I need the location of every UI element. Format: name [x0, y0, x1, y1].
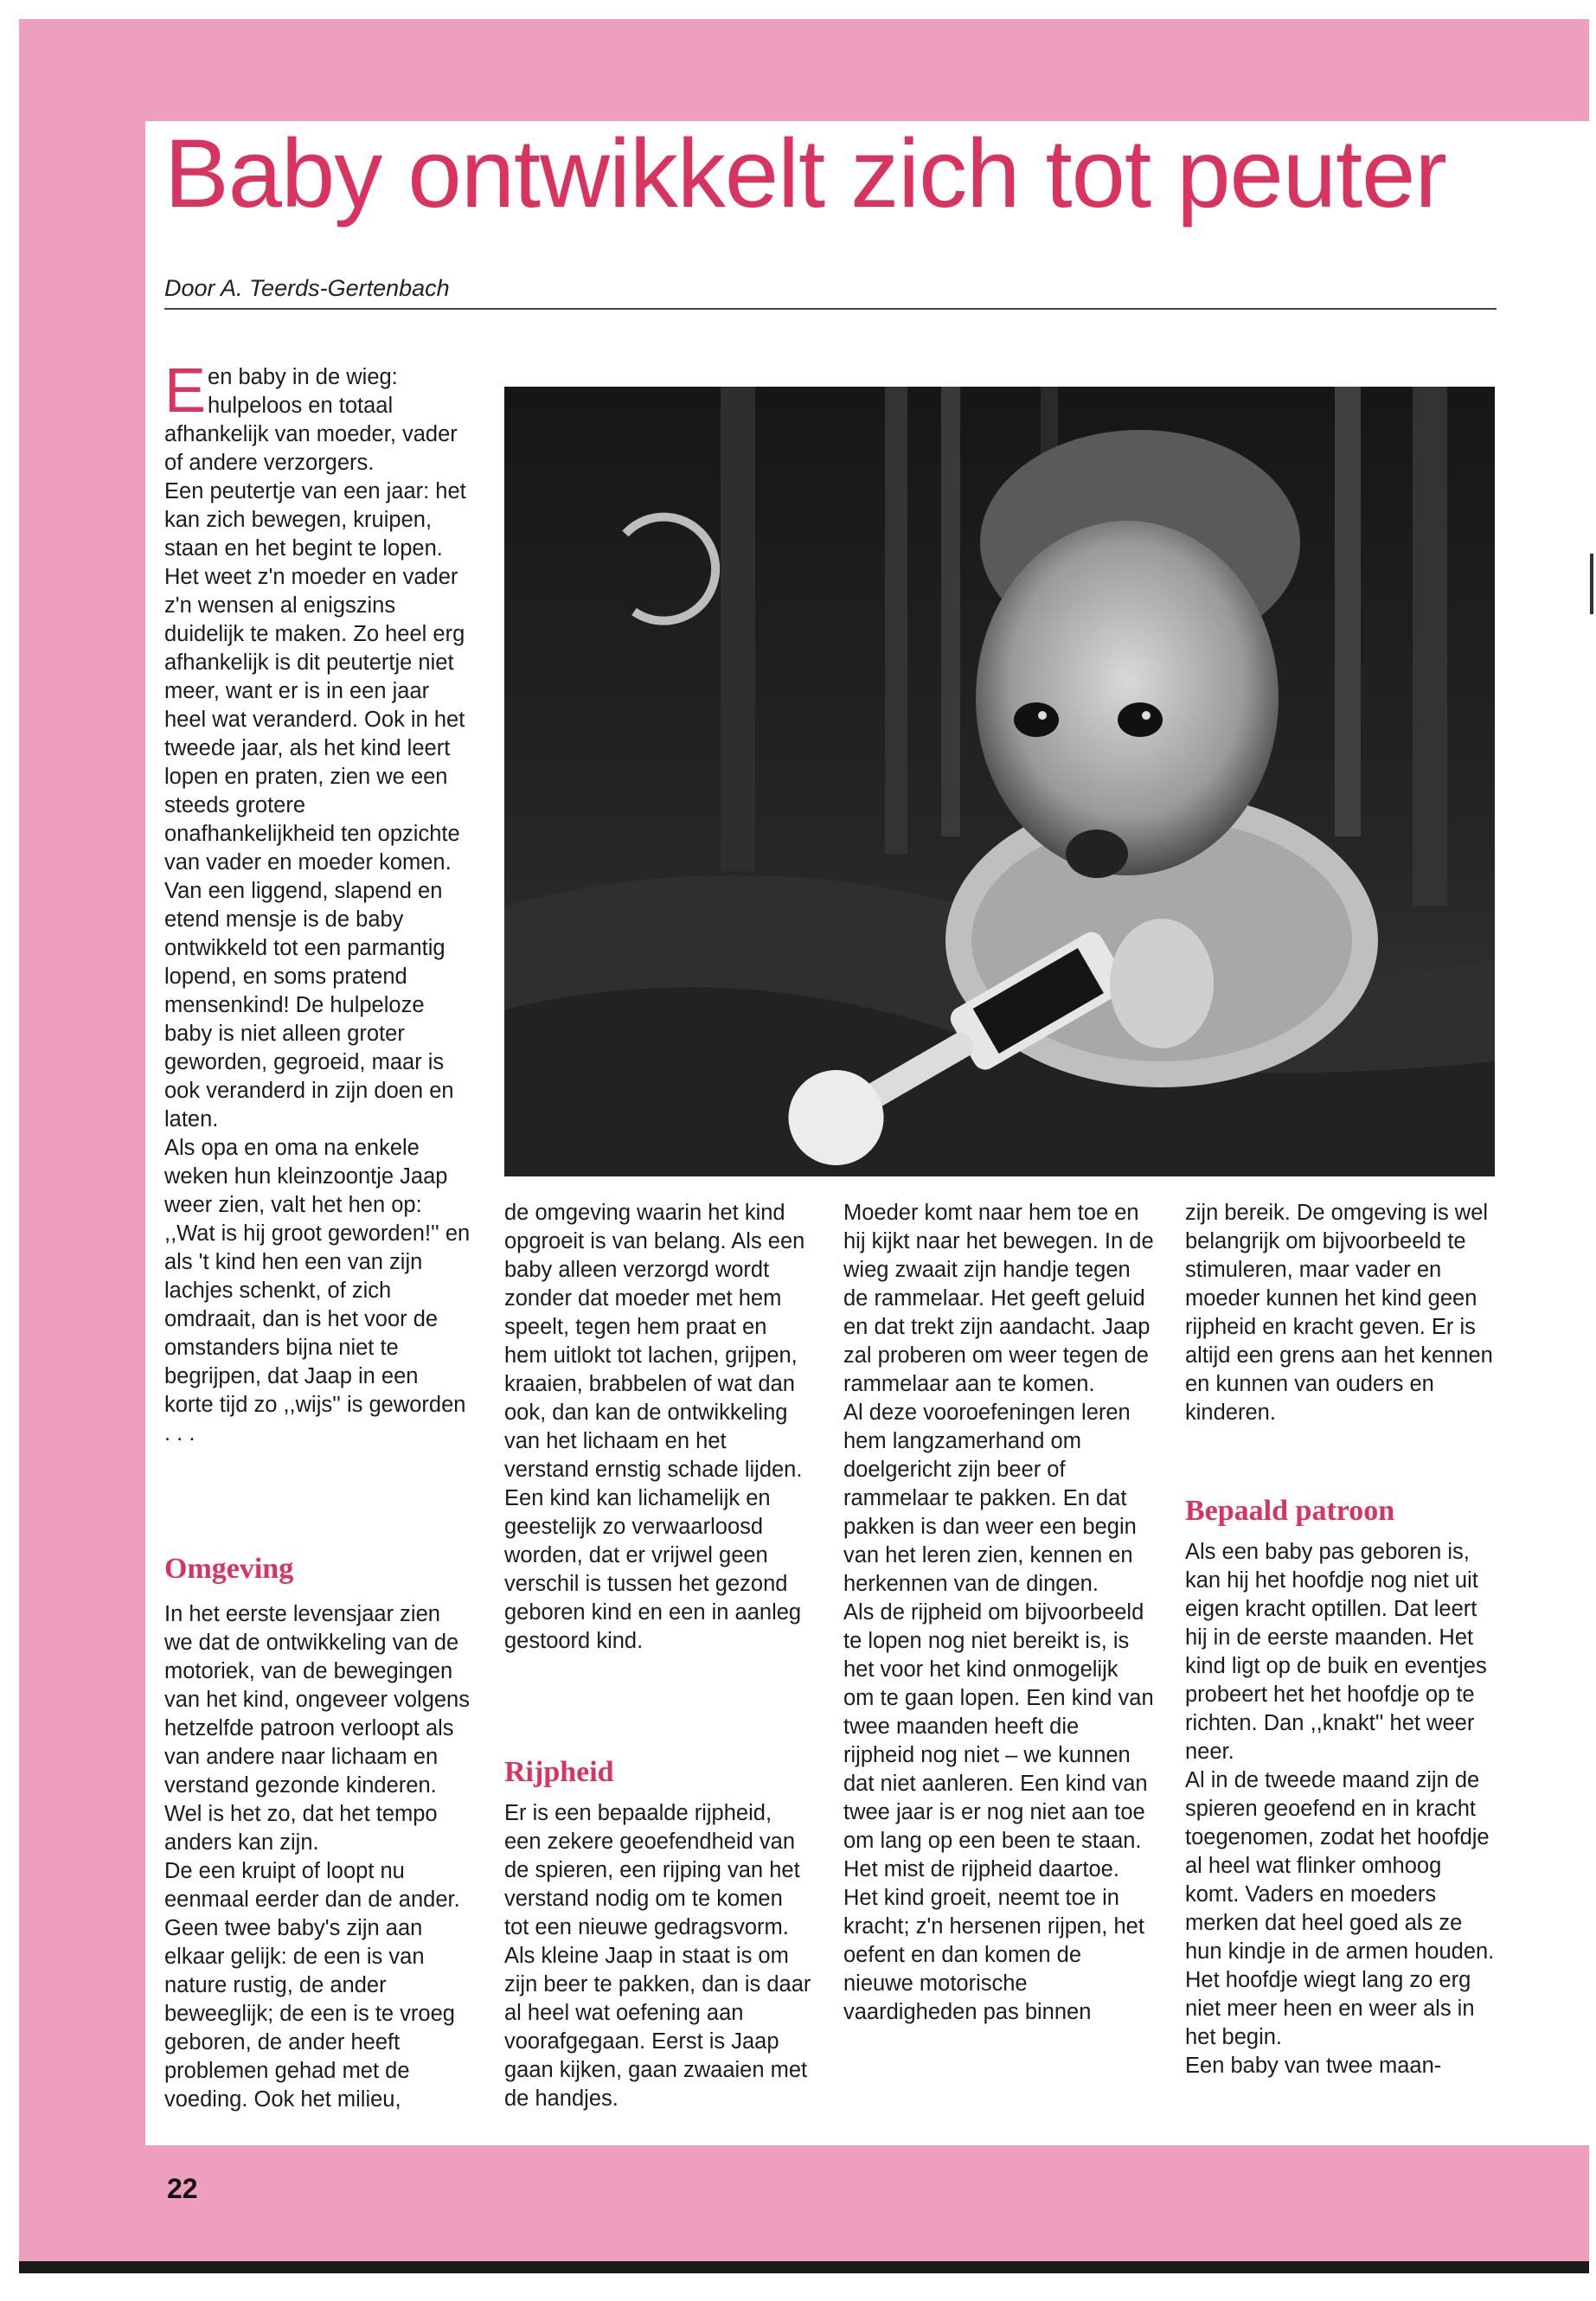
heading-omgeving: Omgeving	[164, 1553, 294, 1585]
intro-paragraph-2: Een peutertje van een jaar: het kan zich bewegen, kruipen, staan en het begint te lopen. Het weet z'n moeder en vader z'n wensen al enigszins duidelijk te maken. Zo heel erg afhankelijk is dit peutertje niet meer, want er is in een jaar heel wat veranderd. Ook in het tweede jaar, als het kind leert lopen en praten, zien we een steeds grotere onafhankelijkheid ten opzichte van vader en moeder komen.	[164, 479, 466, 875]
byline: Door A. Teerds-Gertenbach	[164, 275, 450, 301]
column-3	[843, 1199, 1155, 2027]
heading-rijpheid: Rijpheid	[504, 1756, 614, 1788]
col3-paragraph-1: Moeder komt naar hem toe en hij kijkt naar het bewegen. In de wieg zwaait zijn handje tegen de rammelaar. Het geeft geluid en dat trekt zijn aandacht. Jaap zal proberen om weer tegen de rammelaar aan te komen.	[843, 1201, 1154, 1396]
column-1-omgeving	[164, 1600, 471, 2114]
baby-photo-illustration	[504, 387, 1495, 1176]
col3-paragraph-4: Het kind groeit, neemt toe in kracht; z'n hersenen rijpen, het oefent en dan komen de nieuwe motorische vaardigheden pas binnen	[843, 1886, 1144, 2024]
omgeving-paragraph-2: De een kruipt of loopt nu eenmaal eerder dan de ander. Geen twee baby's zijn aan elkaar gelijk: de een is van nature rustig, de ander beweeglijk; de een is te vroeg geboren, de ander heeft problemen gehad met de voeding. Ook het milieu,	[164, 1859, 460, 2112]
column-1-intro	[164, 356, 471, 1448]
intro-first-text: en baby in de wieg: hulpeloos en totaal afhankelijk van moeder, vader of andere verzorgers.	[164, 365, 458, 475]
intro-paragraph-3: Van een liggend, slapend en etend mensje is de baby ontwikkeld tot een parmantig lopend, en soms pratend mensenkind! De hulpeloze baby is niet alleen groter geworden, gegroeid, maar is ook veranderd in zijn doen en laten.	[164, 879, 454, 1131]
title-rule	[164, 308, 1497, 310]
column-4-patroon	[1185, 1538, 1497, 2080]
patroon-paragraph-2: Al in de tweede maand zijn de spieren geoefend en in kracht toegenomen, zodat het hoofdje al heel wat flinker omhoog komt. Vaders en moeders merken dat heel goed als ze hun kindje in de armen houden. Het hoofdje wiegt lang zo erg niet meer heen en weer als in het begin.	[1185, 1768, 1495, 2049]
baby-photo	[504, 387, 1495, 1176]
omgeving-paragraph-1: In het eerste levensjaar zien we dat de ontwikkeling van de motoriek, van de bewegingen van het kind, ongeveer volgens hetzelfde patroon verloopt als van andere naar lichaam en verstand gezonde kinderen. Wel is het zo, dat het tempo anders kan zijn.	[164, 1602, 470, 1855]
patroon-paragraph-3: Een baby van twee maan-	[1185, 2054, 1442, 2078]
top-margin	[0, 0, 1596, 19]
col2-paragraph-1: de omgeving waarin het kind opgroeit is van belang. Als een baby alleen verzorgd wordt zonder dat moeder met hem speelt, tegen hem praat en hem uitlokt tot lachen, grijpen, kraaien, brabbelen of wat dan ook, dan kan de ontwikkeling van het lichaam en het verstand ernstig schade lijden. Een kind kan lichamelijk en geestelijk zo verwaarloosd worden, dat er vrijwel geen verschil is tussen het gezond geboren kind en een in aanleg gestoord kind.	[504, 1201, 805, 1653]
scan-edge-mark	[1590, 554, 1593, 614]
bottom-scan-edge	[19, 2261, 1589, 2273]
col3-paragraph-3: Als de rijpheid om bijvoorbeeld te lopen nog niet bereikt is, is het voor het kind onmogelijk om te gaan lopen. Een kind van twee maanden heeft die rijpheid nog niet – we kunnen dat niet aanleren. Een kind van twee jaar is er nog niet aan toe om lang op een been te staan. Het mist de rijpheid daartoe.	[843, 1600, 1154, 1881]
column-2	[504, 1199, 811, 1656]
rijpheid-paragraph-1: Er is een bepaalde rijpheid, een zekere geoefendheid van de spieren, een rijping van het verstand nodig om te komen tot een nieuwe gedragsvorm. Als kleine Jaap in staat is om zijn beer te pakken, dan is daar al heel wat oefening aan voorafgegaan. Eerst is Jaap gaan kijken, gaan zwaaien met de handjes.	[504, 1801, 811, 2111]
intro-paragraph-1	[164, 356, 471, 478]
column-2-rijpheid	[504, 1799, 811, 2113]
col4-paragraph-1: zijn bereik. De omgeving is wel belangrijk om bijvoorbeeld te stimuleren, maar vader en moeder kunnen het kind geen rijpheid en kracht geven. Er is altijd een grens aan het kennen en kunnen van ouders en kinderen.	[1185, 1201, 1493, 1425]
heading-bepaald-patroon: Bepaald patroon	[1185, 1495, 1395, 1527]
col3-paragraph-2: Al deze vooroefeningen leren hem langzamerhand om doelgericht zijn beer of rammelaar te pakken. En dat pakken is dan weer een begin van het leren zien, kennen en herkennen van de dingen.	[843, 1400, 1137, 1596]
page-number: 22	[167, 2173, 198, 2204]
article-title: Baby ontwikkelt zich tot peuter	[164, 119, 1446, 228]
patroon-paragraph-1: Als een baby pas geboren is, kan hij het hoofdje nog niet uit eigen kracht optillen. Dat leert hij in de eerste maanden. Het kind ligt op de buik en eventjes probeert het het hoofdje op te richten. Dan ,,knakt'' het weer neer.	[1185, 1540, 1487, 1764]
column-4	[1185, 1199, 1497, 1427]
drop-cap: E	[164, 356, 207, 426]
intro-paragraph-4: Als opa en oma na enkele weken hun kleinzoontje Jaap weer zien, valt het hen op: ,,Wat is hij groot geworden!'' en als 't kind hen een van zijn lachjes schenkt, of zich omdraait, dan is het voor de omstanders bijna niet te begrijpen, dat Jaap in een korte tijd zo ,,wijs'' is geworden . . .	[164, 1136, 471, 1445]
